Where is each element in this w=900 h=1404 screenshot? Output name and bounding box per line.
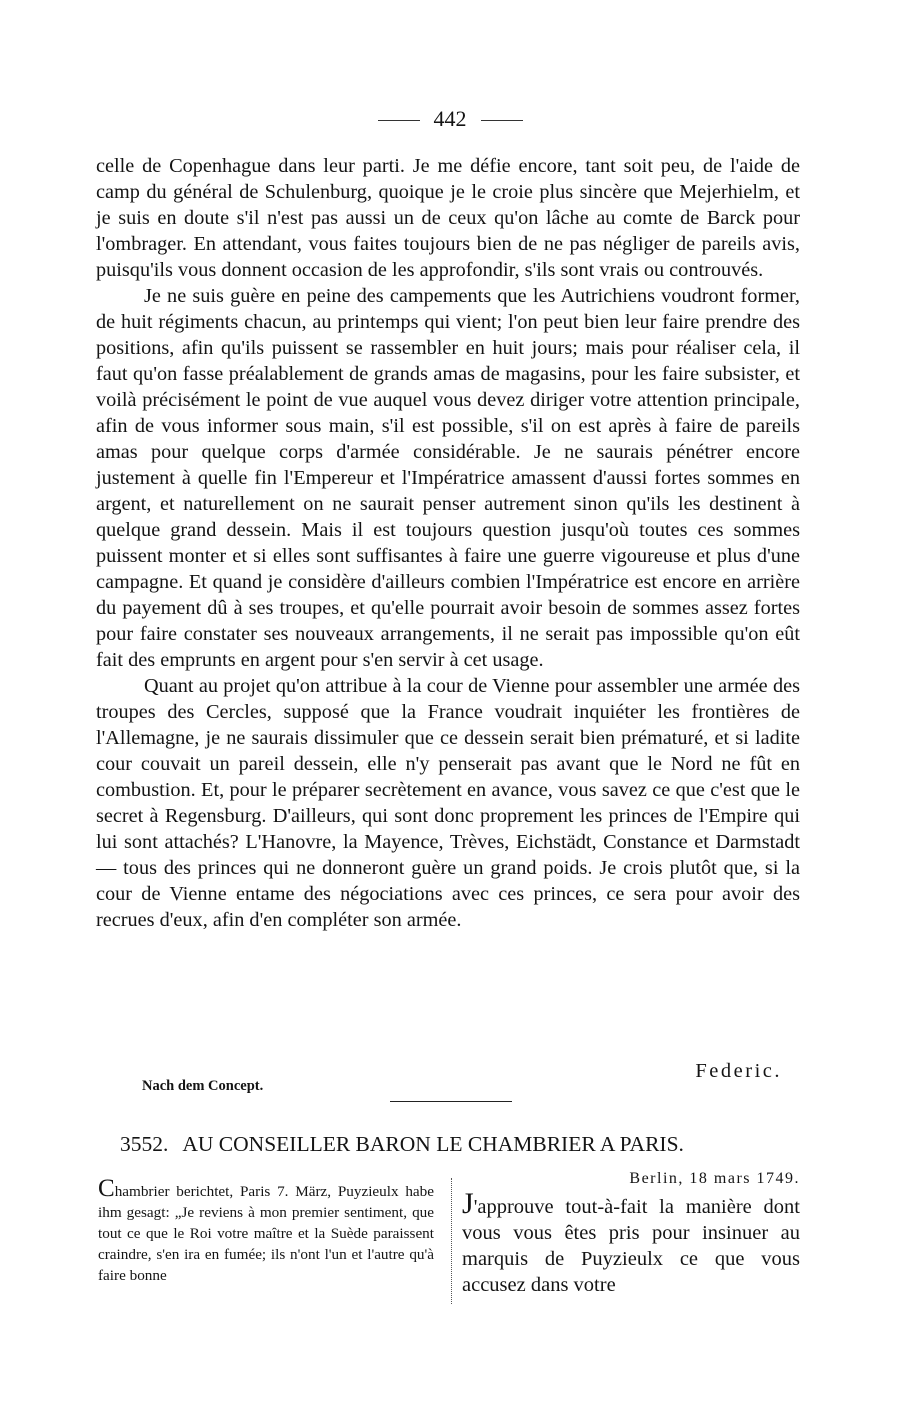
letter-body xyxy=(96,153,800,933)
letter-column xyxy=(462,1168,800,1298)
summary-text: hambrier berichtet, Paris 7. März, Puyzieulx habe ihm gesagt: „Je reviens à mon premier sentiment, que tout ce que le Roi votre maître et la Suède paraissent craindre, s'en ira en fumée; ils n'ont l'un et l'autre qu'à faire bonne xyxy=(98,1183,434,1284)
summary-column xyxy=(98,1175,434,1286)
summary-dropcap: C xyxy=(98,1175,115,1202)
dateline: Berlin, 18 mars 1749. xyxy=(629,1170,800,1187)
page-number-rule-left xyxy=(378,120,420,121)
paragraph-campements: Je ne suis guère en peine des campements que les Autrichiens voudront former, de huit régiments chacun, au printemps qui vient; l'on peut bien leur faire prendre des positions, afin qu'ils puissent se rassembler en huit jours; mais pour réaliser cela, il faut qu'on fasse préalablement de grands amas de magasins, pour les faire subsister, et voilà précisément le point de vue auquel vous devez diriger votre attention principale, afin de vous informer sous main, s'il est possible, s'il on est après à faire de pareils amas pour quelque corps d'armée considérable. Je ne saurais pénétrer encore justement à quelle fin l'Empereur et l'Impératrice amassent d'aussi fortes sommes en argent, et naturellement on ne saurait penser autrement sinon qu'ils les destinent à quelque grand dessein. Mais il est toujours question jusqu'où toutes ces sommes puissent monter et si elles sont suffisantes à faire une guerre vigoureuse et plus d'une campagne. Et quand je considère d'ailleurs combien l'Impératrice est encore en arrière du payement dû à ses troupes, et qu'elle pourrait avoir besoin de sommes assez fortes pour faire constater ses nouveaux arrangements, il ne serait pas impossible qu'on eût fait des emprunts en argent pour s'en servir à cet usage. xyxy=(96,285,800,671)
column-separator xyxy=(451,1178,452,1304)
letter-opening xyxy=(462,1187,800,1298)
signature: Federic. xyxy=(695,1060,782,1082)
section-divider xyxy=(390,1101,512,1102)
section-number: 3552. xyxy=(120,1132,169,1156)
section-title: AU CONSEILLER BARON LE CHAMBRIER A PARIS. xyxy=(182,1132,684,1156)
paragraph-continuation: celle de Copenhague dans leur parti. Je me défie encore, tant soit peu, de l'aide de camp du général de Schulenburg, quoique je le croie plus sincère que Mejerhielm, et je suis en doute s'il n'est pas aussi un de ceux qu'on lâche au comte de Barck pour l'ombrager. En attendant, vous faites toujours bien de ne pas négliger de pareils avis, puisqu'ils vous donnent occasion de les approfondir, s'ils sont vrais ou controuvés. xyxy=(96,155,800,281)
page-number xyxy=(0,106,900,132)
section-heading xyxy=(120,1132,820,1157)
letter-text: 'approuve tout-à-fait la manière dont vous vous êtes pris pour insinuer au marquis de Puyzieulx ce que vous accusez dans votre xyxy=(462,1196,800,1296)
source-note: Nach dem Concept. xyxy=(142,1078,264,1094)
page-number-text: 442 xyxy=(433,106,467,131)
paragraph-cercles: Quant au projet qu'on attribue à la cour de Vienne pour assembler une armée des troupes des Cercles, supposé que la France voudrait inquiéter les frontières de l'Allemagne, je ne saurais dissimuler que ce dessein serait bien prématuré, et si ladite cour couvait un pareil dessein, elle n'y penserait pas avant que le Nord ne fût en combustion. Et, pour le préparer secrètement en avance, vous savez ce que c'est que le secret à Regensburg. D'ailleurs, qui sont donc proprement les princes de l'Empire qui lui sont attachés? L'Hanovre, la Mayence, Trèves, Eichstädt, Constance et Darmstadt — tous des princes qui ne donneront guère un grand poids. Je crois plutôt que, si la cour de Vienne entame des négociations avec ces princes, ce sera pour avoir des recrues d'eux, afin d'en compléter son armée. xyxy=(96,675,800,931)
page-number-rule-right xyxy=(481,120,523,121)
letter-dropcap: J xyxy=(462,1187,474,1220)
